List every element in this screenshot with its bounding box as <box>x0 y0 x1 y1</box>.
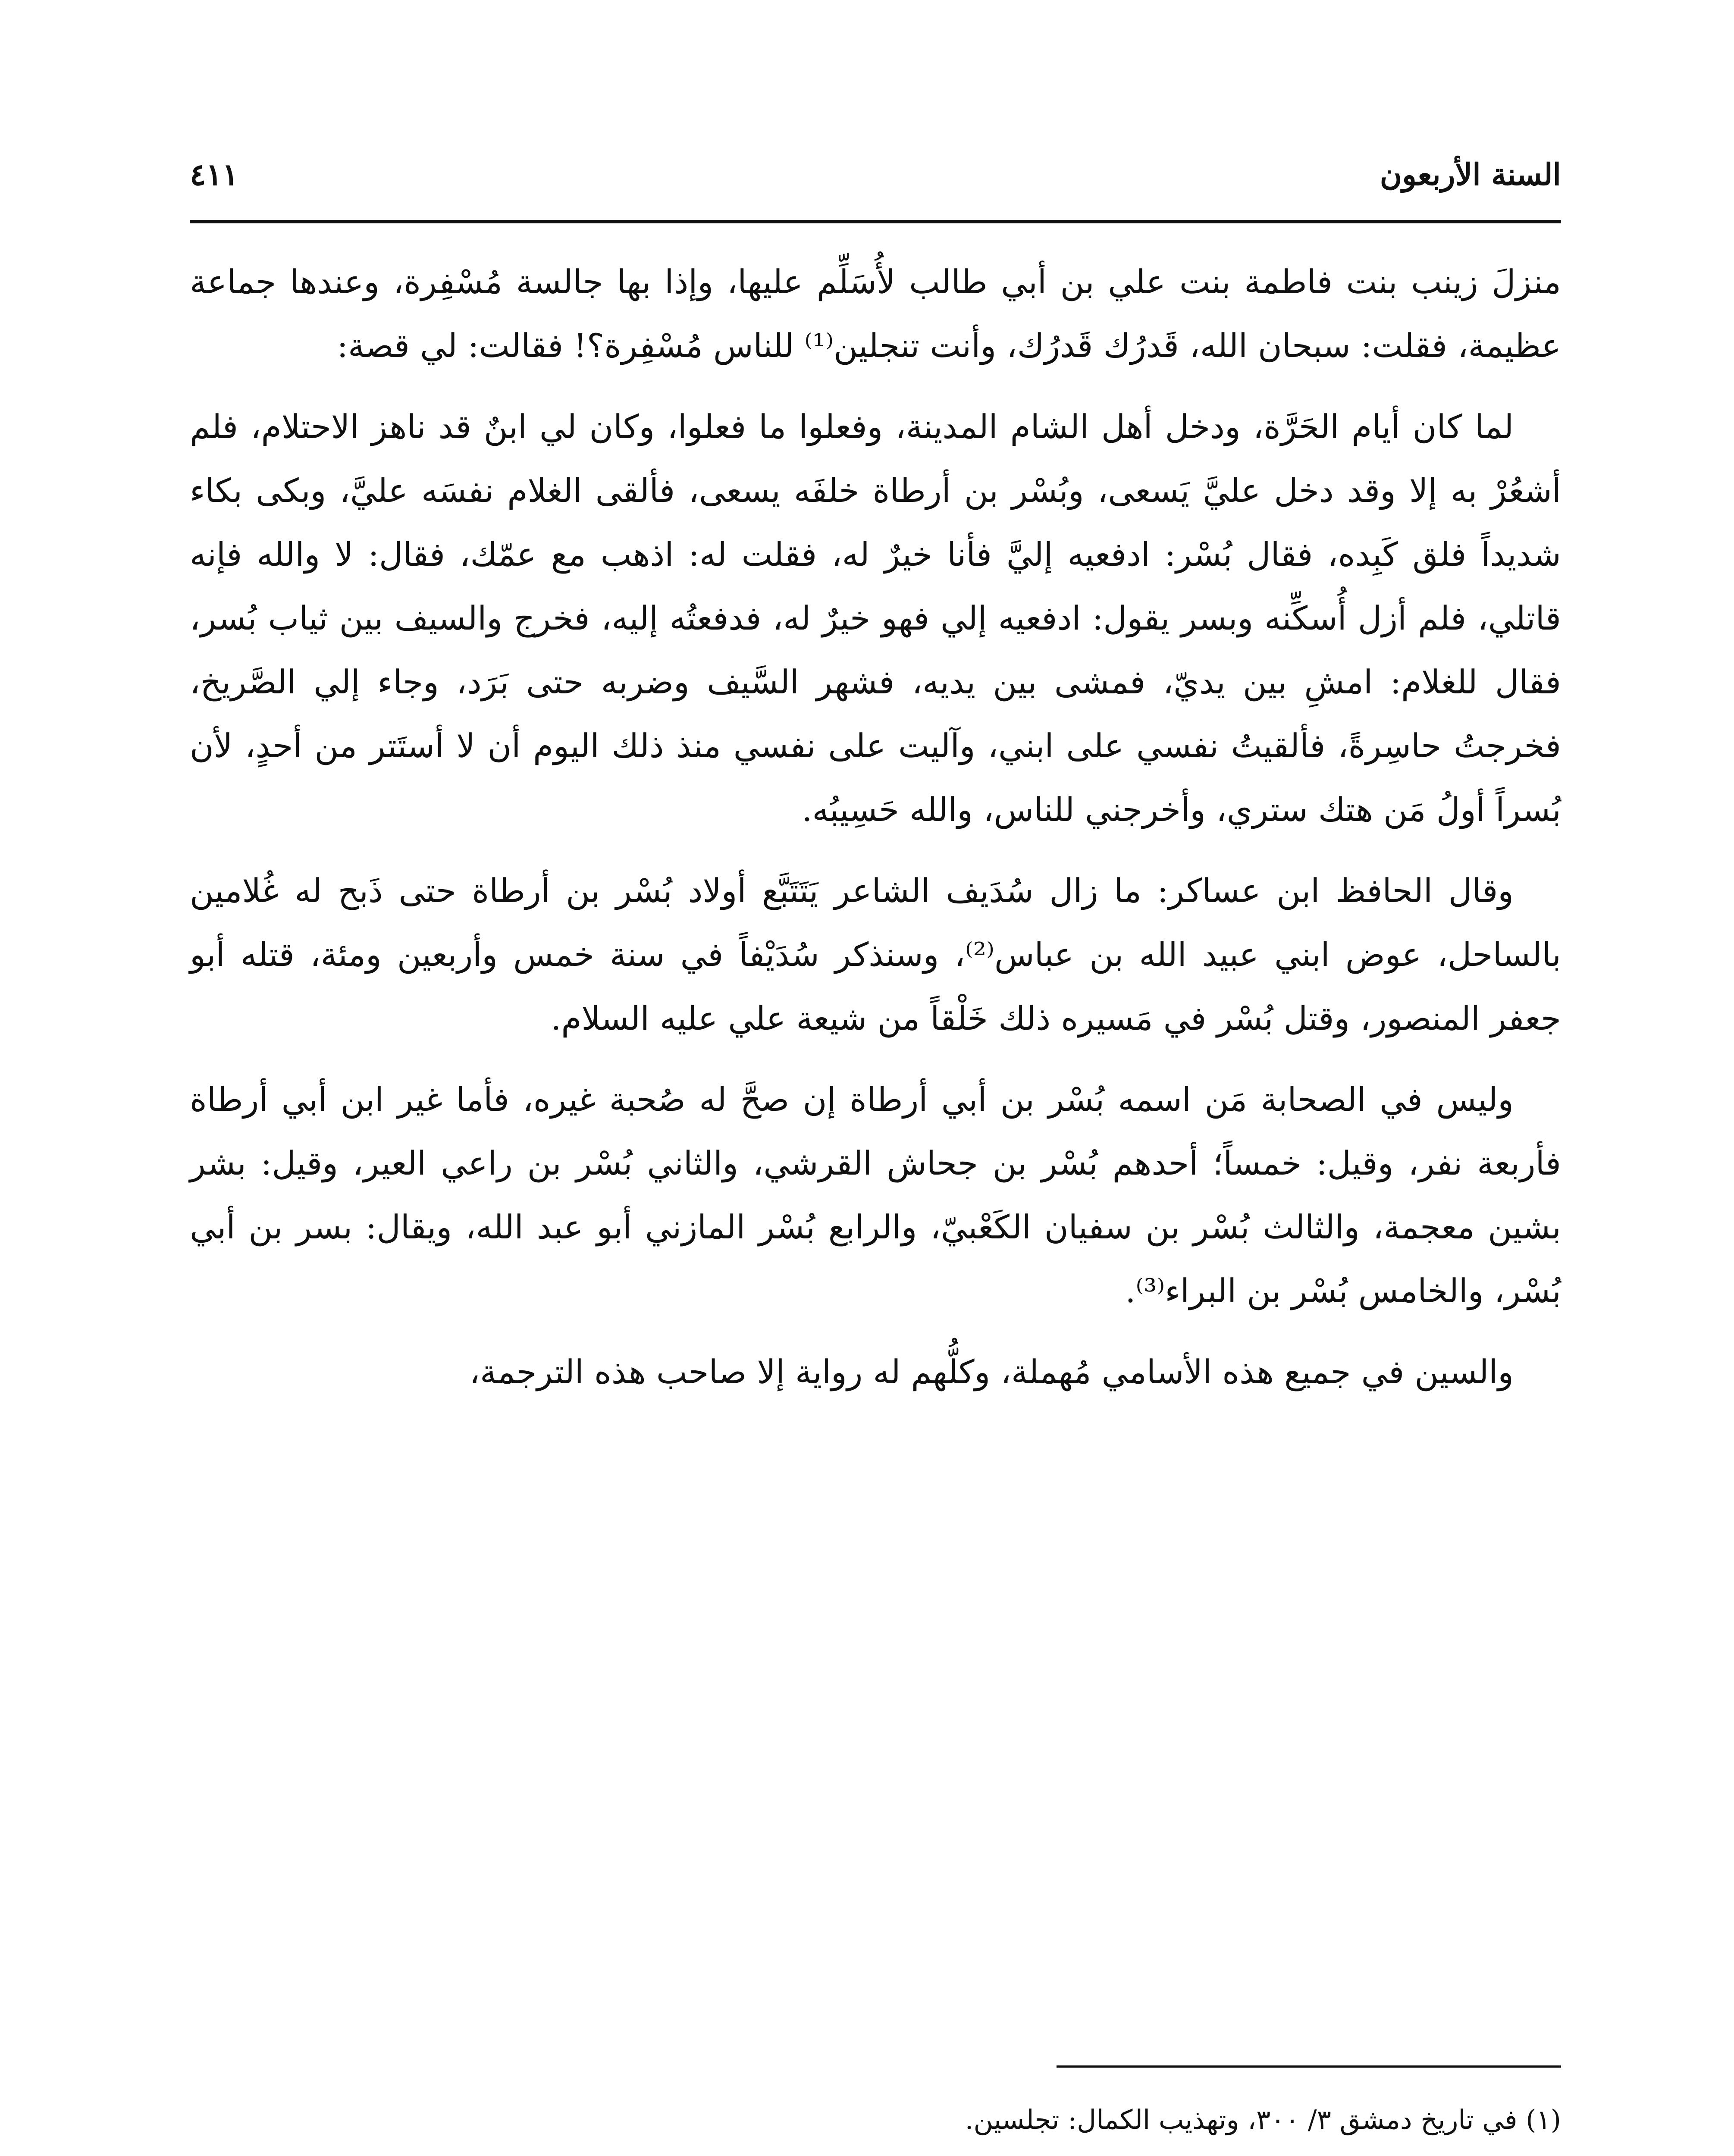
paragraph: لما كان أيام الحَرَّة، ودخل أهل الشام المدينة، وفعلوا ما فعلوا، وكان لي ابنٌ قد ناهز الاحتلام، فلم أشعُرْ به إلا وقد دخل عليَّ يَسعى، وبُسْر بن أرطاة خلفَه يسعى، فألقى الغلام نفسَه عليَّ، وبكى بكاء شديداً فلق كَبِده، فقال بُسْر: ادفعيه إليَّ فأنا خيرٌ له، فقلت له: اذهب مع عمّك، فقال: لا والله فإنه قاتلي، فلم أزل أُسكِّنه وبسر يقول: ادفعيه إلي فهو خيرٌ له، فدفعتُه إليه، فخرج والسيف بين ثياب بُسر، فقال للغلام: امشِ بين يديّ، فمشى بين يديه، فشهر السَّيف وضربه حتى بَرَد، وجاء إلي الصَّريخ، فخرجتُ حاسِرةً، فألقيتُ نفسي على ابني، وآليت على نفسي منذ ذلك اليوم أن لا أستَتر من أحدٍ، لأن بُسراً أولُ مَن هتك ستري، وأخرجني للناس، والله حَسِيبُه. <box>190 407 1561 829</box>
paragraph: وليس في الصحابة مَن اسمه بُسْر بن أبي أرطاة إن صحَّ له صُحبة غيره، فأما غير ابن أبي أرطاة فأربعة نفر، وقيل: خمساً؛ أحدهم بُسْر بن جحاش القرشي، والثاني بُسْر بن راعي العير، وقيل: بشر بشين معجمة، والثالث بُسْر بن سفيان الكَعْبيّ، والرابع بُسْر المازني أبو عبد الله، ويقال: بسر بن أبي بُسْر، والخامس بُسْر بن البراء⁽³⁾. <box>190 1080 1561 1310</box>
running-title: السنة الأربعون <box>1380 157 1561 192</box>
footnote-2 <box>190 2148 1561 2156</box>
paragraph: والسين في جميع هذه الأسامي مُهملة، وكلُّهم له رواية إلا صاحب هذه الترجمة، <box>469 1353 1514 1391</box>
footnote-1: (١) في تاريخ دمشق ٣/ ٣٠٠، وتهذيب الكمال: تجلسين. <box>965 2104 1561 2135</box>
paragraph: وقال الحافظ ابن عساكر: ما زال سُدَيف الشاعر يَتَتَبَّع أولاد بُسْر بن أرطاة حتى ذَبح له غُلامين بالساحل، عوض ابني عبيد الله بن عباس⁽²⁾، وسنذكر سُدَيْفاً في سنة خمس وأربعين ومئة، قتله أبو جعفر المنصور، وقتل بُسْر في مَسيره ذلك خَلْقاً من شيعة علي عليه السلام. <box>190 871 1561 1037</box>
header-rule <box>190 220 1561 223</box>
page-header <box>190 151 1561 203</box>
page-number: ٤١١ <box>190 157 238 192</box>
main-text <box>190 250 1561 1421</box>
footnotes <box>190 2096 1561 2156</box>
footnote-separator <box>1057 2065 1561 2068</box>
paragraph: منزلَ زينب بنت فاطمة بنت علي بن أبي طالب لأُسَلِّم عليها، وإذا بها جالسة مُسْفِرة، وعندها جماعة عظيمة، فقلت: سبحان الله، قَدرُك قَدرُك، وأنت تنجلين⁽¹⁾ للناس مُسْفِرة؟! فقالت: لي قصة: <box>190 263 1561 365</box>
